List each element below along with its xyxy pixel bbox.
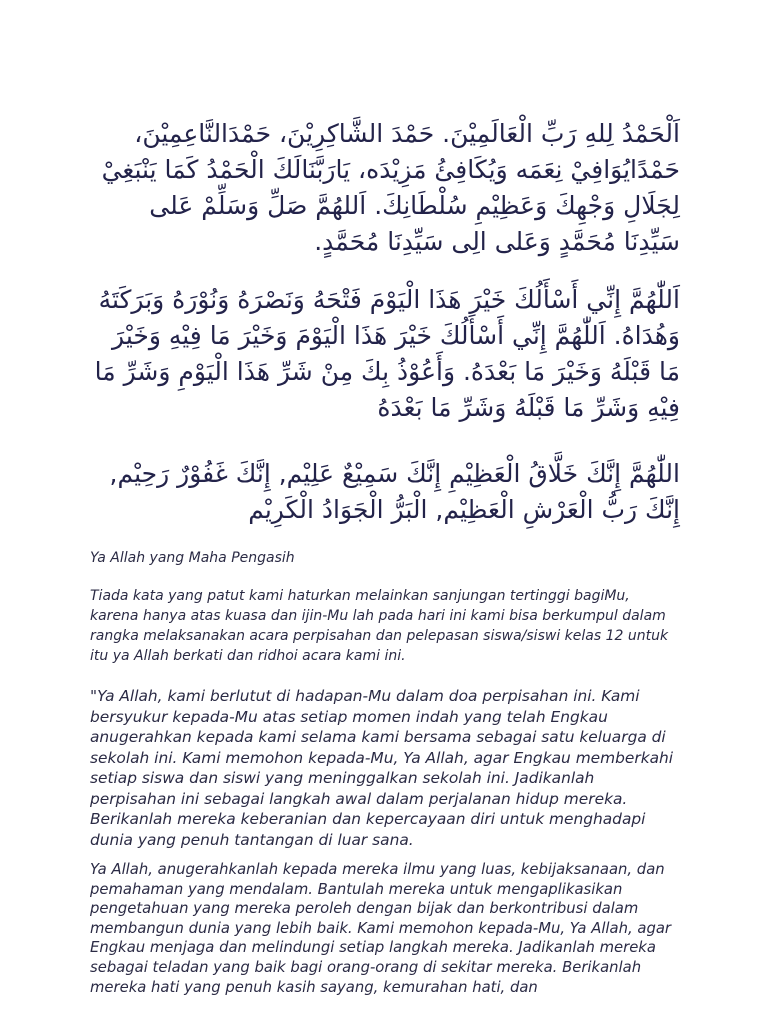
- arabic-prayer-day: اَللّٰهُمَّ إِنِّي أَسْأَلُكَ خَيْرَ هَذَا الْيَوْمَ فَتْحَهُ وَنَصْرَهُ وَنُوْرَهُ وَبَرَكَتَهُ وَهُدَاهُ. اَللّٰهُمَّ إِنِّي أَسْأَلُكَ خَيْرَ هَذَا الْيَوْمَ وَخَيْرَ مَا فِيْهِ وَخَيْرَ مَا قَبْلَهُ وَخَيْرَ مَا بَعْدَهُ. وَأَعُوْذُ بِكَ مِنْ شَرِّ هَذَا الْيَوْمِ وَشَرِّ مَا فِيْهِ وَشَرِّ مَا قَبْلَهُ وَشَرِّ مَا بَعْدَهُ: [94, 285, 680, 422]
- paragraph-farewell-prayer: "Ya Allah, kami berlutut di hadapan-Mu dalam doa perpisahan ini. Kami bersyukur kepada-Mu atas setiap momen indah yang telah Engkau anugerahkan kepada kami selama kami bersama sebagai satu keluarga di sekolah ini. Kami memohon kepada-Mu, Ya Allah, agar Engkau memberkahi setiap siswa dan siswi yang meninggalkan sekolah ini. Jadikanlah perpisahan ini sebagai langkah awal dalam perjalanan hidup mereka. Berikanlah mereka keberanian dan kepercayaan diri untuk menghadapi dunia yang penuh tantangan di luar sana.: [90, 687, 674, 849]
- arabic-prayer-opening: اَلْحَمْدُ لِلهِ رَبِّ الْعَالَمِيْنَ. حَمْدَ الشَّاكِرِيْنَ، حَمْدَالنَّاعِمِيْنَ، حَمْدًايُوَافِيْ نِعَمَه وَيُكَافِئُ مَزِيْدَه، يَارَبَّنَالَكَ الْحَمْدُ كَمَا يَنْبَغِيْ لِجَلَالِ وَجْهِكَ وَعَظِيْمِ سُلْطَانِكَ. اَللهُمَّ صَلِّ وَسَلِّمْ عَلى سَيِّدِنَا مُحَمَّدٍ وَعَلى الِى سَيِّدِنَا مُحَمَّدٍ.: [101, 119, 680, 256]
- paragraph-opening: Tiada kata yang patut kami haturkan melainkan sanjungan tertinggi bagiMu, karena hanya atas kuasa dan ijin-Mu lah pada hari ini kami bisa berkumpul dalam rangka melaksanakan acara perpisahan dan pelepasan siswa/siswi kelas 12 untuk itu ya Allah berkati dan ridhoi acara kami ini.: [90, 588, 669, 664]
- prayer-heading: Ya Allah yang Maha Pengasih: [90, 550, 295, 566]
- arabic-prayer-closing: اللّٰهُمَّ إِنَّكَ خَلَّاقُ الْعَظِيْمِ إِنَّكَ سَمِيْعٌ عَلِيْم, إِنَّكَ غَفُوْرٌ رَحِيْم, إِنَّكَ رَبُّ الْعَرْشِ الْعَظِيْم, الْبَرُّ الْجَوَادُ الْكَرِيْم: [109, 459, 680, 524]
- paragraph-blessing: Ya Allah, anugerahkanlah kepada mereka ilmu yang luas, kebijaksanaan, dan pemahaman yang mendalam. Bantulah mereka untuk mengaplikasikan pengetahuan yang mereka peroleh dengan bijak dan berkontribusi dalam membangun dunia yang lebih baik. Kami memohon kepada-Mu, Ya Allah, agar Engkau menjaga dan melindungi setiap langkah mereka. Jadikanlah mereka sebagai teladan yang baik bagi orang-orang di sekitar mereka. Berikanlah mereka hati yang penuh kasih sayang, kemurahan hati, dan: [90, 861, 672, 996]
